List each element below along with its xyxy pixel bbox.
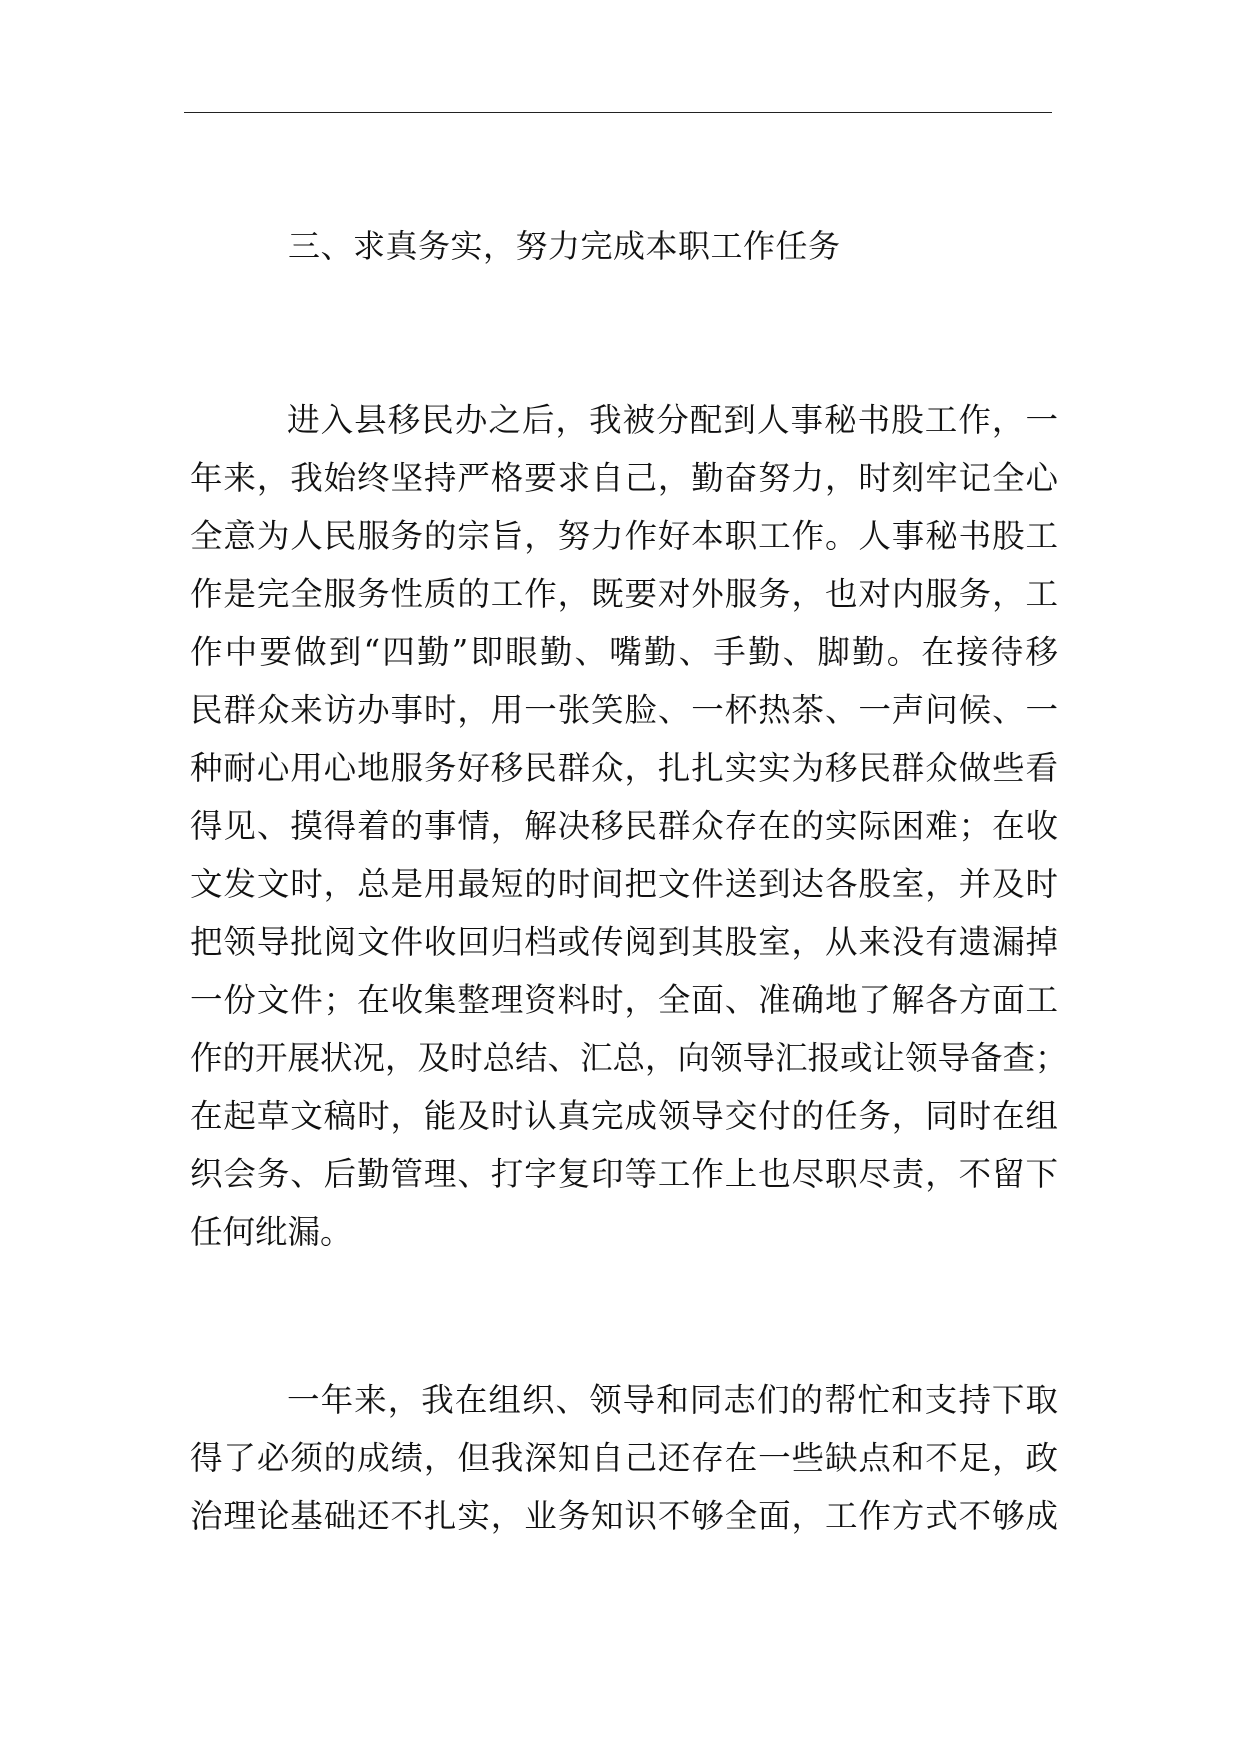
paragraph-work-duties	[190, 391, 1068, 1261]
paragraph-line: 民群众来访办事时，用一张笑脸、一杯热茶、一声问候、一	[190, 691, 1058, 729]
paragraph-line: 种耐心用心地服务好移民群众，扎扎实实为移民群众做些看	[190, 749, 1058, 787]
section-heading: 三、求真务实，努力完成本职工作任务	[288, 227, 841, 265]
paragraph-line: 一年来，我在组织、领导和同志们的帮忙和支持下取	[287, 1381, 1058, 1419]
paragraph-line: 一份文件；在收集整理资料时，全面、准确地了解各方面工	[190, 981, 1058, 1019]
paragraph-line: 得了必须的成绩，但我深知自己还存在一些缺点和不足，政	[190, 1439, 1058, 1477]
paragraph-line: 进入县移民办之后，我被分配到人事秘书股工作，一	[287, 401, 1058, 439]
paragraph-line: 全意为人民服务的宗旨，努力作好本职工作。人事秘书股工	[190, 517, 1058, 555]
paragraph-line: 任何纰漏。	[190, 1213, 353, 1251]
paragraph-self-assessment	[190, 1371, 1058, 1545]
paragraph-line: 治理论基础还不扎实，业务知识不够全面，工作方式不够成	[190, 1497, 1058, 1535]
paragraph-line: 作是完全服务性质的工作，既要对外服务，也对内服务，工	[190, 575, 1058, 613]
paragraph-line: 文发文时，总是用最短的时间把文件送到达各股室，并及时	[190, 865, 1058, 903]
paragraph-line: 年来，我始终坚持严格要求自己，勤奋努力，时刻牢记全心	[190, 459, 1058, 497]
paragraph-line: 织会务、后勤管理、打字复印等工作上也尽职尽责，不留下	[190, 1155, 1058, 1193]
paragraph-line: 在起草文稿时，能及时认真完成领导交付的任务，同时在组	[190, 1097, 1058, 1135]
paragraph-line: 作的开展状况，及时总结、汇总，向领导汇报或让领导备查；	[190, 1039, 1068, 1077]
header-rule	[184, 112, 1052, 113]
paragraph-line: 把领导批阅文件收回归档或传阅到其股室，从来没有遗漏掉	[190, 923, 1058, 961]
paragraph-line: 作中要做到“四勤”即眼勤、嘴勤、手勤、脚勤。在接待移	[190, 633, 1058, 671]
paragraph-line: 得见、摸得着的事情，解决移民群众存在的实际困难；在收	[190, 807, 1058, 845]
